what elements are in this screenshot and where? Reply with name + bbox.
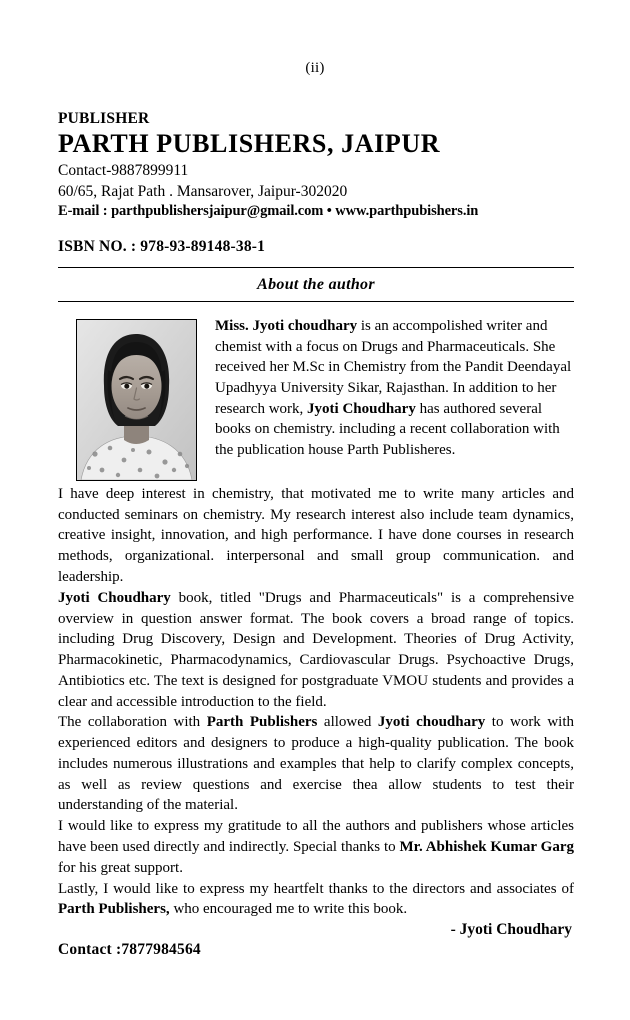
- author-note-paragraphs: [58, 484, 574, 920]
- body-text: I would like to express my gratitude to all the authors and publishers whose articles have been used directly and indirectly. Special thanks to: [58, 818, 574, 855]
- author-name-bold-2: Jyoti Choudhary: [307, 400, 416, 417]
- isbn-number: ISBN NO. : 978-93-89148-38-1: [58, 237, 266, 255]
- publisher-contact: Contact-9887899911: [58, 162, 189, 180]
- author-signature: - Jyoti Choudhary: [450, 921, 572, 939]
- para-book: [58, 588, 574, 713]
- para-collaboration: [58, 712, 574, 816]
- page-content: [58, 110, 574, 959]
- para-lastly: [58, 879, 574, 921]
- body-text: I have deep interest in chemistry, that motivated me to write many articles and conducted seminars on chemistry. My research interest also include team dynamics, creative insight, innovation, and high performance. I have done courses in research methods, organizational. interpersonal and small group communication. and leadership.: [58, 485, 574, 586]
- about-the-author-heading: About the author: [257, 275, 375, 293]
- body-text: to work with experienced editors and designers to produce a high-quality publication. The book includes numerous illustrations and examples that help to clarify complex concepts, as well as review questions and exercise thea allow students to test their understanding of the material.: [58, 714, 574, 814]
- body-text: The collaboration with: [58, 714, 207, 731]
- body-text: book, titled "Drugs and Pharmaceuticals" is a comprehensive overview in question answer format. The book covers a broad range of topics. including Drug Discovery, Design and Development. Theories of Drug Activity, Pharmacokinetic, Pharmacodynamics, Cardiovascular Drugs. Psychoactive Drugs, Antibiotics etc. The text is designed for postgraduate VMOU students and provides a clear and accessible introduction to the field.: [58, 589, 574, 710]
- publisher-address: 60/65, Rajat Path . Mansarover, Jaipur-302020: [58, 182, 348, 200]
- author-portrait-photo: [76, 319, 197, 481]
- emphasis-text: Parth Publishers,: [58, 901, 170, 918]
- page-number: (ii): [305, 60, 325, 76]
- publisher-name: PARTH PUBLISHERS, JAIPUR: [58, 128, 441, 158]
- body-text: who encouraged me to write this book.: [169, 901, 408, 918]
- portrait-image: [77, 320, 196, 480]
- publisher-label: PUBLISHER: [58, 110, 150, 127]
- author-name-bold: Miss. Jyoti choudhary: [215, 317, 358, 334]
- emphasis-text: Jyoti Choudhary: [58, 589, 171, 606]
- divider-below-about: [58, 301, 574, 302]
- body-text: allowed: [317, 714, 378, 731]
- body-text: Lastly, I would like to express my heartfelt thanks to the directors and associates of: [58, 880, 574, 897]
- author-bio-block: [58, 316, 574, 484]
- publisher-email-web: E-mail : parthpublishersjaipur@gmail.com • www.parthpubishers.in: [58, 203, 479, 220]
- author-contact: Contact :7877984564: [58, 941, 201, 959]
- para-gratitude: [58, 816, 574, 878]
- para-interest: [58, 484, 574, 588]
- body-text: for his great support.: [58, 859, 183, 876]
- author-bio-segment-2: has authored several books on chemistry. including a recent collaboration with the publication house Parth Publisheres.: [215, 400, 560, 459]
- author-bio-segment-1: is an accompolished writer and chemist with a focus on Drugs and Pharmaceuticals. She received her M.Sc in Chemistry from the Pandit Deendayal Upadhyya University Sikar, Rajasthan. In addition to her research work,: [215, 317, 572, 417]
- emphasis-text: Mr. Abhishek Kumar Garg: [399, 838, 574, 855]
- emphasis-text: Parth Publishers: [206, 714, 318, 731]
- emphasis-text: Jyoti choudhary: [377, 714, 486, 731]
